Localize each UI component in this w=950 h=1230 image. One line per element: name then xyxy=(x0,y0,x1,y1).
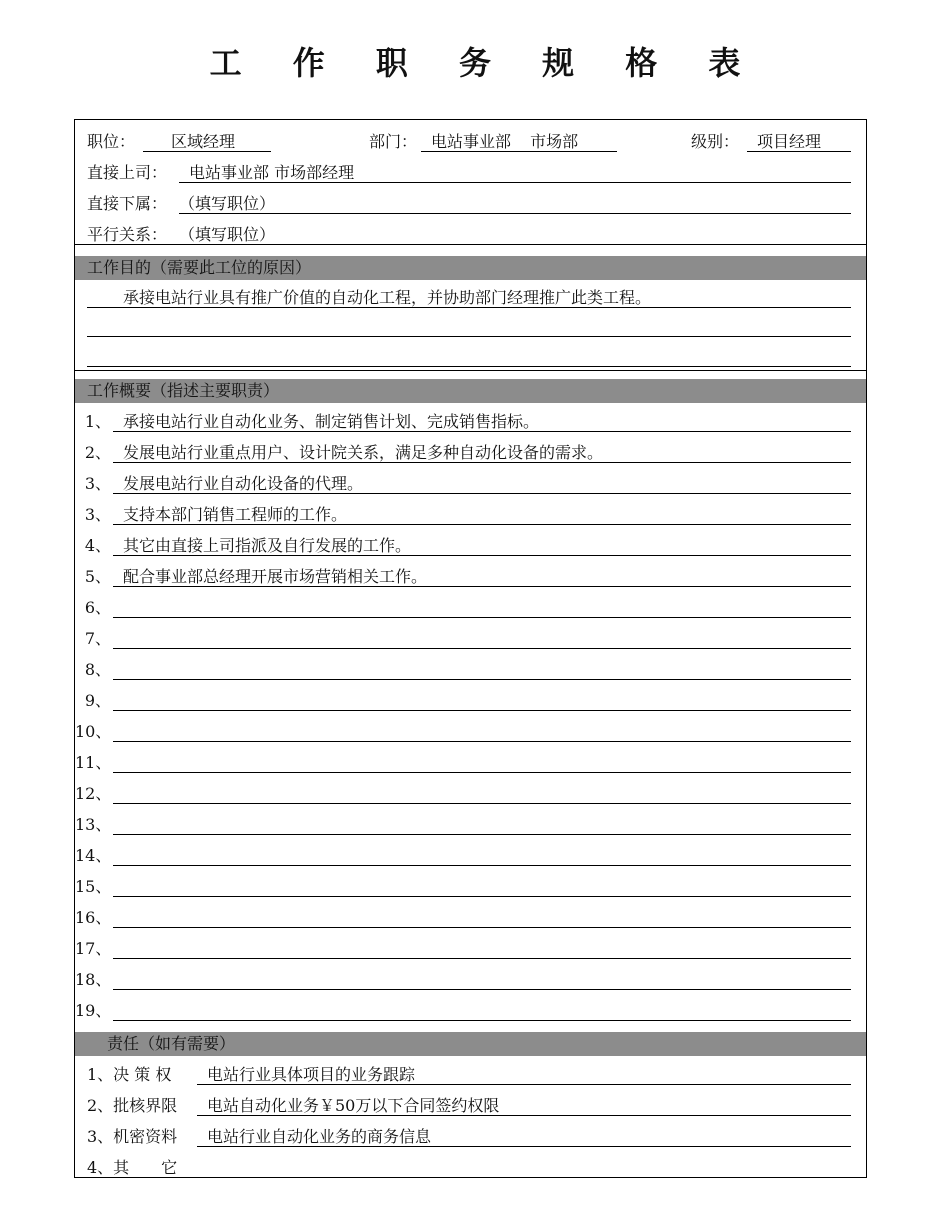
overview-item-line xyxy=(113,741,851,742)
responsibility-item-label: 3、机密资料 xyxy=(87,1127,178,1146)
responsibility-item-line xyxy=(197,1177,851,1178)
overview-item-text[interactable]: 发展电站行业重点用户、设计院关系，满足多种自动化设备的需求。 xyxy=(123,443,604,462)
overview-item-line xyxy=(113,648,851,649)
overview-item-line xyxy=(113,989,851,990)
overview-item-line xyxy=(113,865,851,866)
overview-item-number: 6、 xyxy=(84,598,111,617)
overview-item-number: 17、 xyxy=(75,939,112,958)
overview-item-number: 3、 xyxy=(84,505,111,524)
overview-item-text[interactable]: 其它由直接上司指派及自行发展的工作。 xyxy=(123,536,412,555)
overview-item-number: 11、 xyxy=(75,753,112,772)
overview-item-line xyxy=(113,617,851,618)
job-spec-form xyxy=(74,119,867,1178)
overview-item-number: 2、 xyxy=(84,443,111,462)
purpose-line xyxy=(87,366,851,367)
page-title: 工 作 职 务 规 格 表 xyxy=(209,44,761,82)
overview-item-number: 19、 xyxy=(75,1001,112,1020)
responsibility-item-text[interactable]: 电站行业自动化业务的商务信息 xyxy=(207,1127,432,1146)
overview-item-line xyxy=(113,958,851,959)
overview-item-number: 14、 xyxy=(75,846,112,865)
section-divider xyxy=(75,370,866,371)
dept-value[interactable]: 电站事业部 市场部 xyxy=(431,132,579,151)
responsibility-heading: 责任（如有需要） xyxy=(75,1032,866,1056)
overview-item-line xyxy=(113,803,851,804)
overview-item-number: 7、 xyxy=(84,629,111,648)
subordinate-value[interactable]: （填写职位） xyxy=(179,194,276,213)
overview-item-line xyxy=(113,710,851,711)
position-label: 职位： xyxy=(87,132,136,151)
level-value[interactable]: 项目经理 xyxy=(757,132,822,151)
overview-item-number: 10、 xyxy=(75,722,112,741)
overview-item-line xyxy=(113,927,851,928)
responsibility-item-label: 1、决 策 权 xyxy=(87,1065,172,1084)
overview-item-number: 15、 xyxy=(75,877,112,896)
subordinate-label: 直接下属： xyxy=(87,194,168,213)
peer-label: 平行关系： xyxy=(87,225,168,244)
overview-item-text[interactable]: 承接电站行业自动化业务、制定销售计划、完成销售指标。 xyxy=(123,412,540,431)
purpose-line xyxy=(87,336,851,337)
responsibility-item-label: 4、其 它 xyxy=(87,1158,178,1177)
purpose-text[interactable]: 承接电站行业具有推广价值的自动化工程，并协助部门经理推广此类工程。 xyxy=(123,288,652,307)
level-label: 级别： xyxy=(691,132,740,151)
section-divider xyxy=(75,244,866,245)
overview-item-line xyxy=(113,834,851,835)
overview-item-line xyxy=(113,772,851,773)
dept-label: 部门： xyxy=(369,132,418,151)
responsibility-item-text[interactable]: 电站行业具体项目的业务跟踪 xyxy=(207,1065,416,1084)
peer-value[interactable]: （填写职位） xyxy=(179,225,276,244)
overview-item-line xyxy=(113,1020,851,1021)
responsibility-item-text[interactable]: 电站自动化业务￥50万以下合同签约权限 xyxy=(207,1096,500,1115)
overview-item-number: 8、 xyxy=(84,660,111,679)
overview-item-number: 1、 xyxy=(84,412,111,431)
overview-item-number: 13、 xyxy=(75,815,112,834)
purpose-line xyxy=(87,307,851,308)
supervisor-value[interactable]: 电站事业部 市场部经理 xyxy=(189,163,355,182)
responsibility-item-label: 2、批核界限 xyxy=(87,1096,178,1115)
supervisor-label: 直接上司： xyxy=(87,163,168,182)
subordinate-underline xyxy=(179,213,851,214)
overview-item-number: 12、 xyxy=(75,784,112,803)
overview-item-number: 9、 xyxy=(84,691,111,710)
overview-item-text[interactable]: 发展电站行业自动化设备的代理。 xyxy=(123,474,364,493)
position-value[interactable]: 区域经理 xyxy=(171,132,236,151)
overview-item-text[interactable]: 支持本部门销售工程师的工作。 xyxy=(123,505,348,524)
overview-item-number: 18、 xyxy=(75,970,112,989)
purpose-heading: 工作目的（需要此工位的原因） xyxy=(75,256,866,280)
overview-item-number: 16、 xyxy=(75,908,112,927)
overview-heading: 工作概要（指述主要职责） xyxy=(75,379,866,403)
overview-item-number: 4、 xyxy=(84,536,111,555)
overview-item-line xyxy=(113,679,851,680)
overview-item-number: 5、 xyxy=(84,567,111,586)
overview-item-text[interactable]: 配合事业部总经理开展市场营销相关工作。 xyxy=(123,567,428,586)
overview-item-number: 3、 xyxy=(84,474,111,493)
overview-item-line xyxy=(113,896,851,897)
